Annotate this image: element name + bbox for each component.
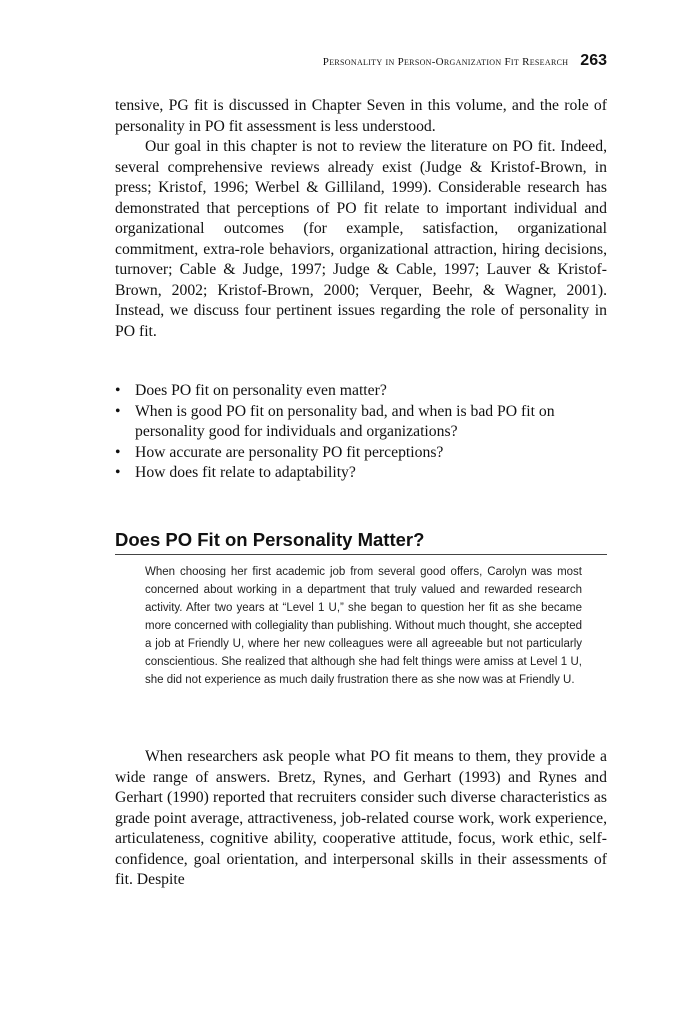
list-item-text: How does fit relate to adaptability?: [135, 464, 356, 481]
bullet-icon: •: [115, 464, 121, 481]
issues-bullet-list: [115, 381, 607, 484]
body-text-bottom: [115, 747, 607, 891]
paragraph-researchers: When researchers ask people what PO fit means to them, they provide a wide range of answers. Bretz, Rynes, and Gerhart (1993) and Rynes and Gerhart (1990) reported that recruiters consider such diverse characteristics as grade point average, attractiveness, job-related course work, work experience, articulateness, cognitive ability, cooperative attitude, focus, work ethic, self-confidence, goal orientation, and interpersonal skills in their assessments of fit. Despite: [115, 748, 607, 888]
list-item: [115, 402, 607, 443]
list-item-text: Does PO fit on personality even matter?: [135, 382, 387, 399]
list-item: [115, 381, 607, 402]
bullet-icon: •: [115, 402, 121, 420]
list-item-text: When is good PO fit on personality bad, and when is bad PO fit on personality good for individuals and organizations?: [135, 402, 555, 440]
list-item: [115, 443, 607, 464]
paragraph-goal: Our goal in this chapter is not to review the literature on PO fit. Indeed, several comprehensive reviews already exist (Judge & Kristof-Brown, in press; Kristof, 1996; Werbel & Gilliland, 1999). Considerable research has demonstrated that perceptions of PO fit relate to important individual and organizational outcomes (for example, satisfaction, organizational commitment, extra-role behaviors, organizational attraction, hiring decisions, turnover; Cable & Judge, 1997; Judge & Cable, 1997; Lauver & Kristof-Brown, 2002; Kristof-Brown, 2000; Verquer, Beehr, & Wagner, 2001). Instead, we discuss four pertinent issues regarding the role of personality in PO fit.: [115, 138, 607, 340]
paragraph-continuation: tensive, PG fit is discussed in Chapter Seven in this volume, and the role of personality in PO fit assessment is less understood.: [115, 97, 607, 135]
case-vignette: When choosing her first academic job from several good offers, Carolyn was most concerned about working in a department that truly valued and rewarded research activity. After two years at “Level 1 U,” she began to question her fit as she became more concerned with collegiality than publishing. Without much thought, she accepted a job at Friendly U, where her new colleagues were all agreeable but not particularly conscientious. She realized that although she had felt things were amiss at Level 1 U, she did not experience as much daily frustration there as she now was at Friendly U.: [145, 566, 582, 686]
running-header: [115, 52, 607, 70]
page-number: 263: [580, 52, 607, 69]
bullet-icon: •: [115, 382, 121, 399]
body-text-top: [115, 96, 607, 342]
running-title: Personality in Person-Organization Fit Research: [322, 56, 569, 68]
list-item-text: How accurate are personality PO fit perceptions?: [135, 443, 444, 461]
bullet-icon: •: [115, 443, 121, 461]
section-heading: Does PO Fit on Personality Matter?: [115, 529, 607, 555]
list-item: [115, 463, 607, 484]
